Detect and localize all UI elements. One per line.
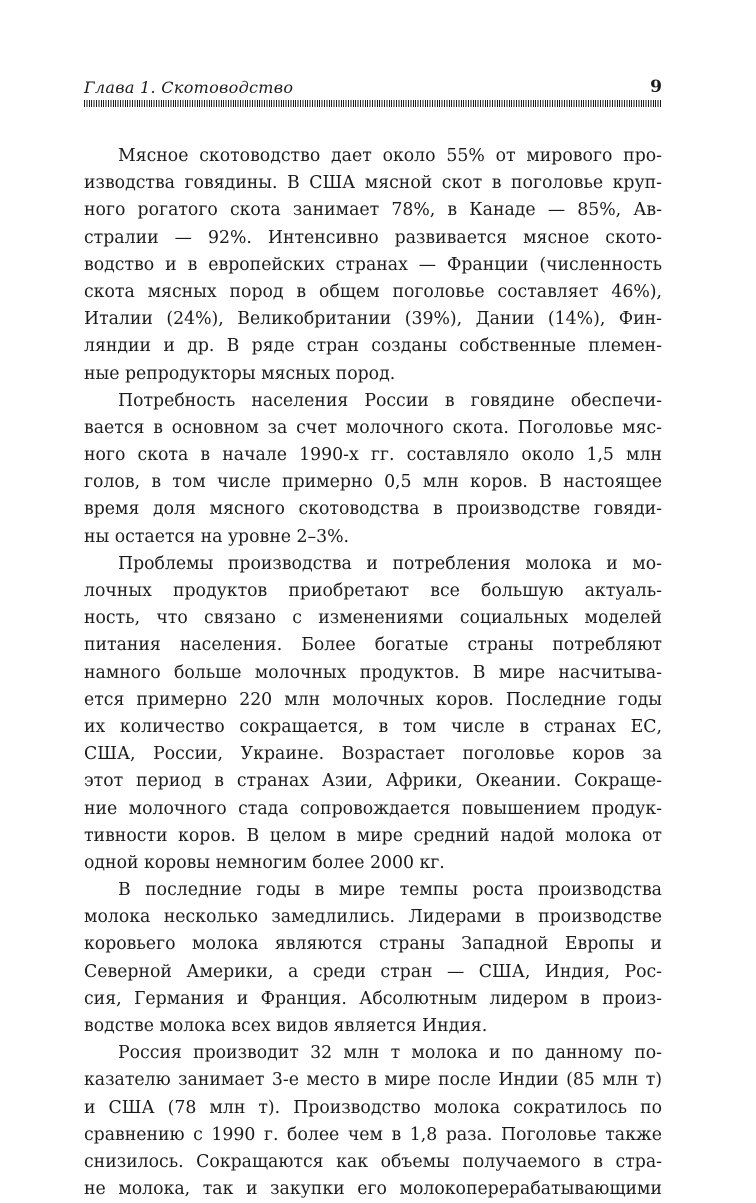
text-line: В последние годы в мире темпы роста производства bbox=[118, 880, 662, 901]
text-line: ность, что связано с изменениями социальных моделей bbox=[84, 608, 662, 629]
text-line: Россия производит 32 млн т молока и по данному по- bbox=[118, 1043, 662, 1064]
text-line: молока несколько замедлились. Лидерами в производстве bbox=[84, 907, 662, 928]
text-line: этот период в странах Азии, Африки, Океании. Сокраще- bbox=[84, 771, 662, 792]
text-line: Мясное скотоводство дает около 55% от мирового про- bbox=[118, 146, 662, 166]
text-line: скота мясных пород в общем поголовье составляет 46%), bbox=[84, 281, 662, 302]
paragraph-meat-cattle bbox=[84, 143, 662, 388]
text-line: Потребность населения России в говядине обеспечи- bbox=[118, 390, 662, 411]
page-number: 9 bbox=[650, 77, 662, 97]
text-line: намного больше молочных продуктов. В мире насчитыва- bbox=[84, 662, 662, 683]
text-line: ные репродукторы мясных пород. bbox=[84, 363, 396, 384]
running-head bbox=[84, 76, 662, 100]
text-line: ного рогатого скота занимает 78%, в Канаде — 85%, Ав- bbox=[84, 200, 662, 221]
text-line: ны остается на уровне 2–3%. bbox=[84, 526, 350, 547]
text-line: ется примерно 220 млн молочных коров. Последние годы bbox=[84, 689, 662, 710]
text-line: лочных продуктов приобретают все большую актуаль- bbox=[84, 581, 662, 601]
text-line: водство и в европейских странах — Франции (численность bbox=[84, 254, 662, 275]
body-text bbox=[84, 143, 662, 1203]
text-line: США, России, Украине. Возрастает поголовье коров за bbox=[84, 744, 662, 765]
text-line: Проблемы производства и потребления молока и мо- bbox=[118, 553, 662, 574]
text-line: ного скота в начале 1990-х гг. составляло около 1,5 млн bbox=[84, 445, 662, 466]
text-line: их количество сокращается, в том числе в странах ЕС, bbox=[84, 716, 662, 737]
paragraph-russia-beef bbox=[84, 388, 662, 551]
text-line: голов, в том числе примерно 0,5 млн коров. В настоящее bbox=[84, 472, 662, 493]
header-rule bbox=[84, 100, 662, 107]
text-line: сравнению с 1990 г. более чем в 1,8 раза. Поголовье также bbox=[84, 1124, 662, 1145]
text-line: снизилось. Сокращаются как объемы получаемого в стра- bbox=[84, 1151, 662, 1172]
text-line: изводства говядины. В США мясной скот в поголовье круп- bbox=[84, 173, 662, 194]
text-line: сия, Германия и Франция. Абсолютным лидером в произ- bbox=[84, 988, 662, 1009]
text-line: тивности коров. В целом в мире средний надой молока от bbox=[84, 825, 662, 846]
paragraph-milk-leaders bbox=[84, 877, 662, 1040]
paragraph-russia-milk bbox=[84, 1040, 662, 1203]
running-title: Глава 1. Скотоводство bbox=[84, 78, 294, 97]
text-line: не молока, так и закупки его молокоперерабатывающими bbox=[84, 1179, 662, 1200]
text-line: время доля мясного скотоводства в производстве говяди- bbox=[84, 499, 662, 520]
text-line: казателю занимает 3-е место в мире после Индии (85 млн т) bbox=[84, 1070, 662, 1091]
text-line: вается в основном за счет молочного скота. Поголовье мяс- bbox=[84, 417, 662, 438]
text-line: питания населения. Более богатые страны потребляют bbox=[84, 635, 662, 656]
text-line: Северной Америки, а среди стран — США, Индия, Рос- bbox=[84, 961, 662, 982]
paragraph-milk-problems bbox=[84, 551, 662, 877]
text-line: стралии — 92%. Интенсивно развивается мясное ското- bbox=[84, 227, 662, 248]
text-line: коровьего молока являются страны Западной Европы и bbox=[84, 934, 662, 955]
text-line: ляндии и др. В ряде стран созданы собственные племен- bbox=[84, 336, 662, 357]
text-line: и США (78 млн т). Производство молока сократилось по bbox=[84, 1097, 662, 1118]
text-line: водстве молока всех видов является Индия. bbox=[84, 1016, 488, 1036]
text-line: ние молочного стада сопровождается повышением продук- bbox=[84, 798, 662, 819]
text-line: Италии (24%), Великобритании (39%), Дании (14%), Фин- bbox=[84, 309, 662, 330]
text-line: одной коровы немногим более 2000 кг. bbox=[84, 852, 445, 873]
